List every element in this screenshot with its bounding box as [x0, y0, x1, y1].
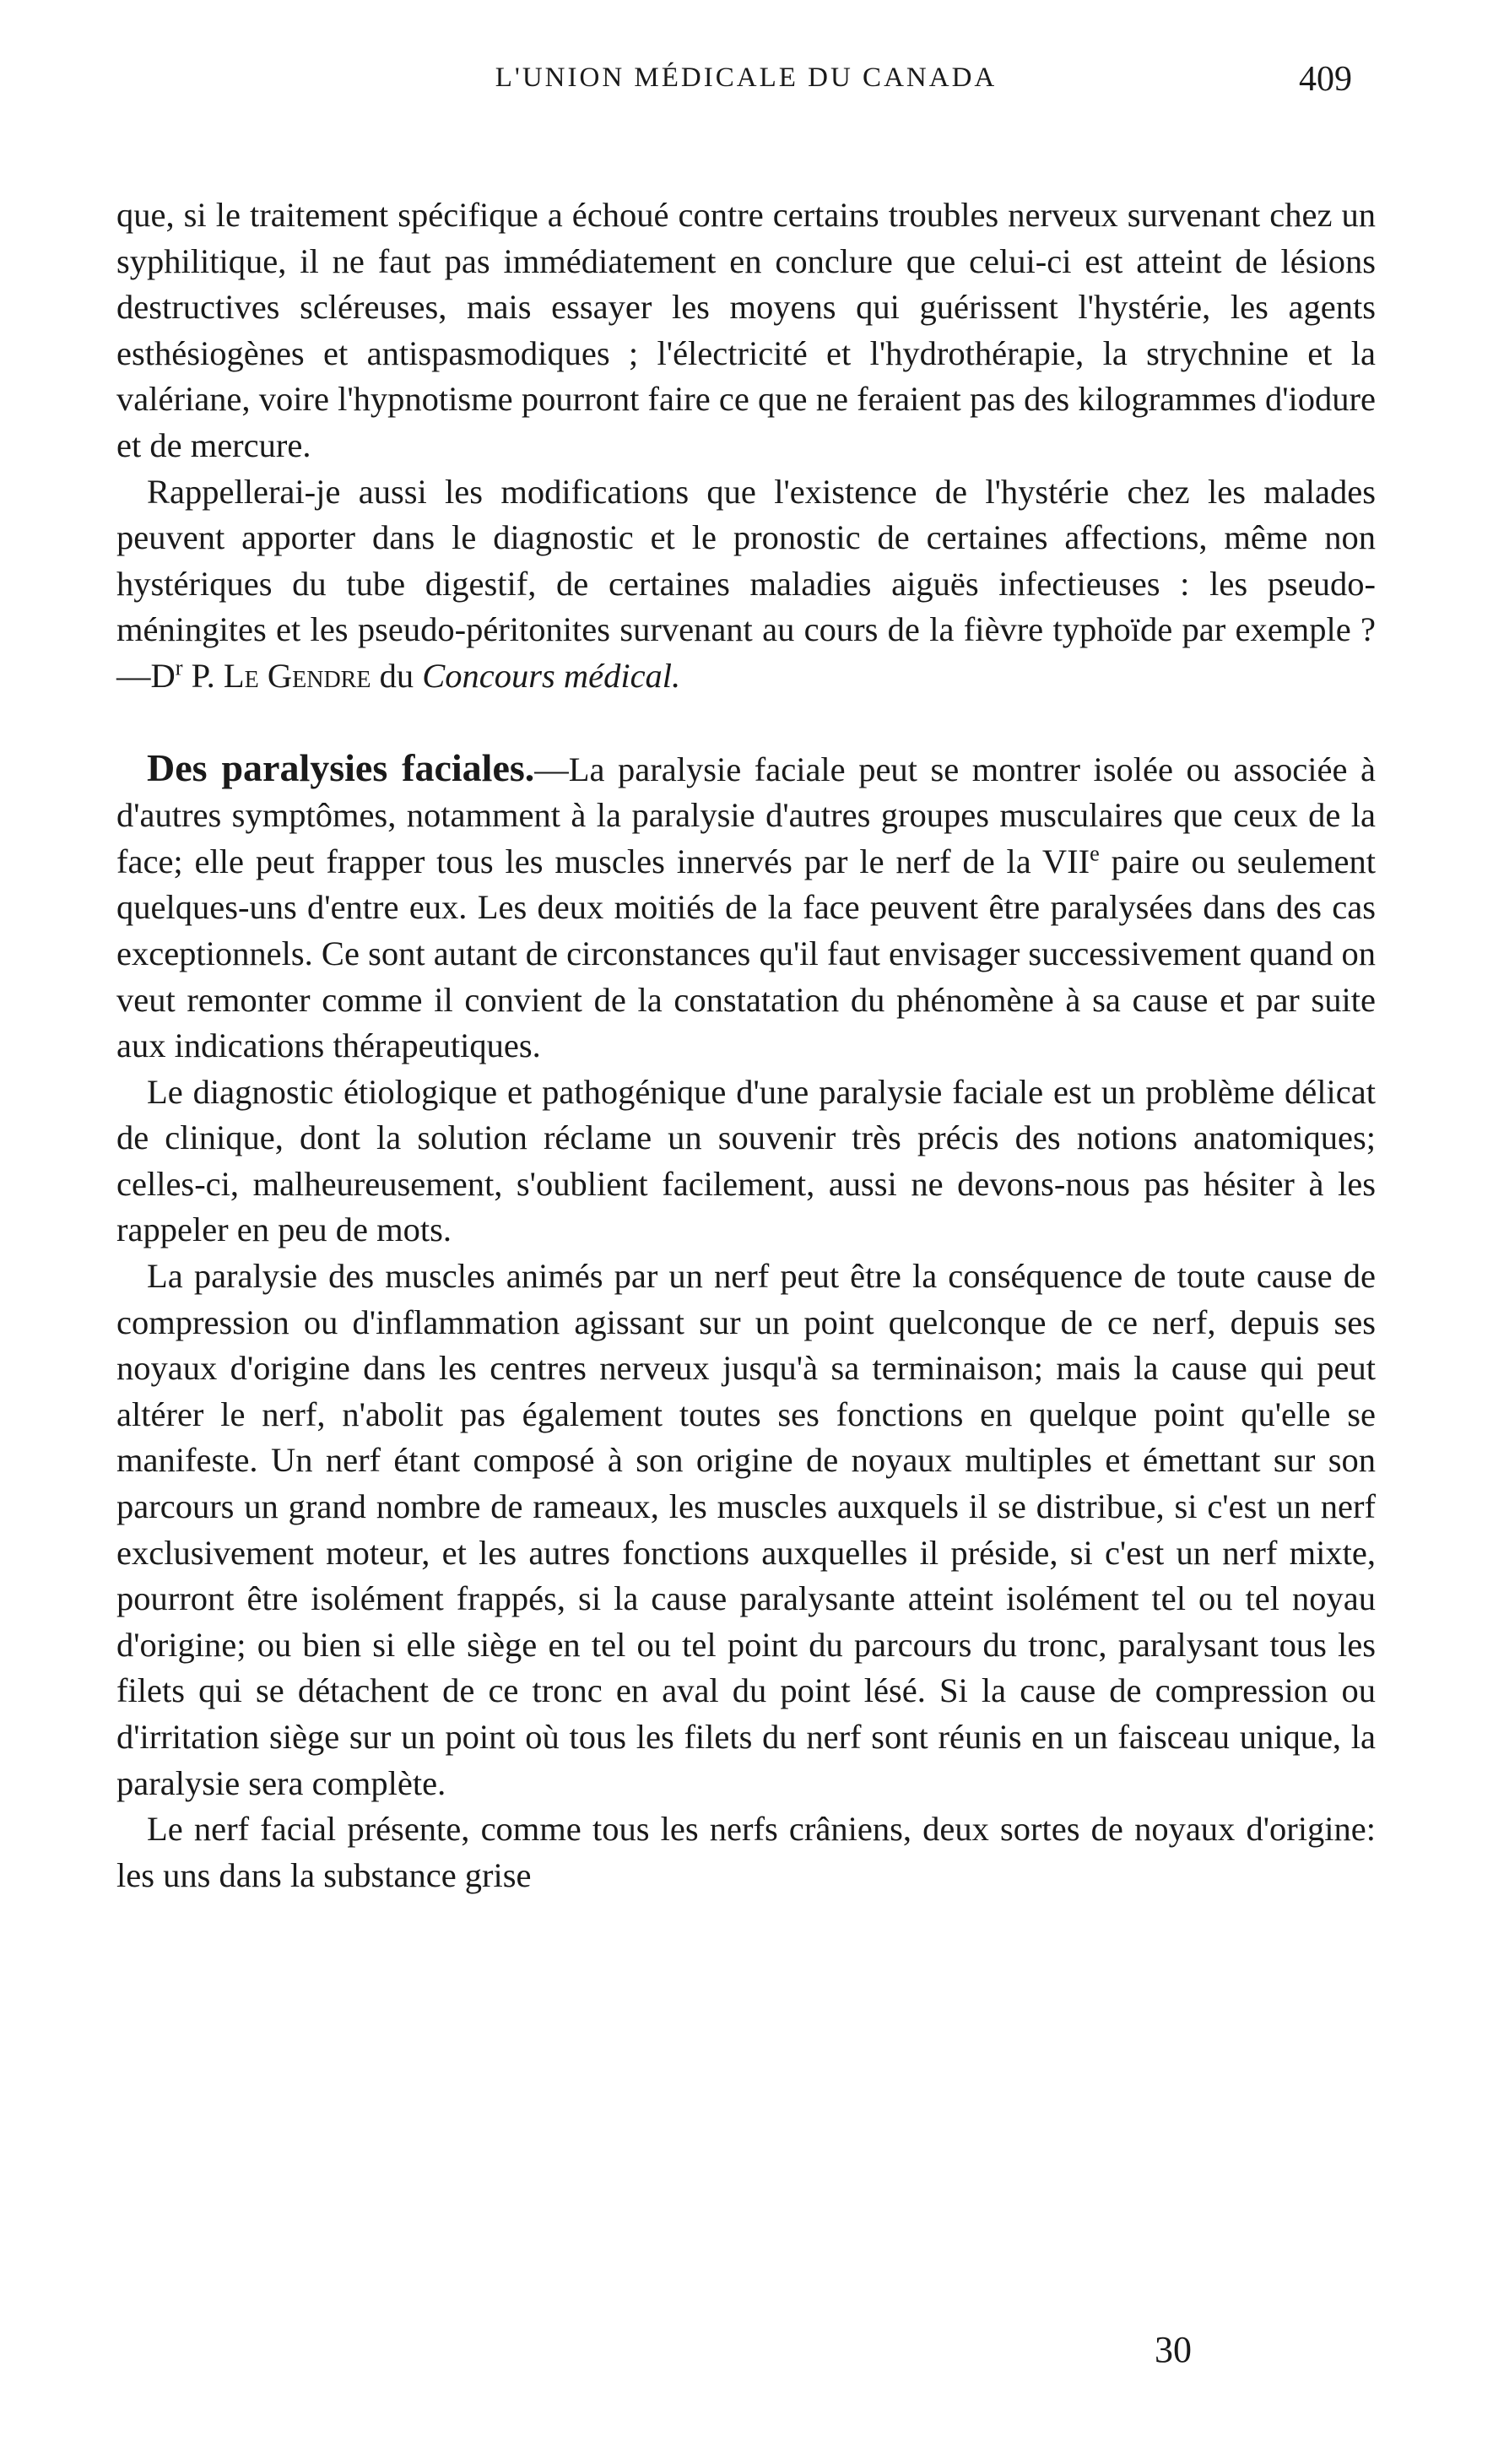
- page-number: 409: [1299, 60, 1352, 99]
- body-text: [116, 192, 1376, 1898]
- paragraph-diagnosis: Le diagnostic étiologique et pathogénique d'une paralysie faciale est un problème délicat de clinique, dont la solution réclame un souvenir très précis des notions anatomiques; celles-ci, malheureusement, s'oublient facilement, aussi ne devons-nous pas hésiter à les rappeler en peu de mots.: [116, 1072, 1376, 1249]
- running-head: [116, 59, 1376, 110]
- paragraph-facial-paralysis-rest: paire ou seulement quelques-uns d'entre eux. Les deux moitiés de la face peuvent être paralysées dans des cas exceptionnels. Ce sont autant de circonstances qu'il faut envisager successivement quand on veut remonter comme il convient de la constatation du phénomène à sa cause et par suite aux indications thérapeutiques.: [116, 842, 1377, 1065]
- doctor-abbrev-superscript: r: [175, 655, 183, 680]
- source-journal: Concours médical.: [422, 656, 681, 695]
- paragraph-facial-paralysis: [116, 745, 1376, 1070]
- running-title: L'UNION MÉDICALE DU CANADA: [495, 62, 998, 93]
- page: [116, 59, 1376, 1898]
- section-gap: [116, 700, 1376, 745]
- paragraph-hysteria-text: Rappellerai-je aussi les modifications que l'existence de l'hystérie chez les malades peuvent apporter dans le diagnostic et le pronostic de certaines affections, même non hystériques du tube digestif, de certaines maladies aiguës infectieuses : les pseudo-méningites et les pseudo-péritonites survenant au cours de la fièvre typhoïde par exemple ? —D: [116, 472, 1376, 695]
- paragraph-facial-paralysis-text: —La paralysie faciale peut se montrer isolée ou associée à d'autres symptômes, notamment à la paralysie d'autres groupes musculaires que ceux de la face; elle peut frapper tous les muscles innervés par le nerf de la VII: [116, 750, 1377, 880]
- author-name: P. Le Gendre: [191, 656, 371, 695]
- source-connector: du: [371, 656, 423, 695]
- paragraph-facial-nerve: Le nerf facial présente, comme tous les nerfs crâniens, deux sortes de noyaux d'origine: les uns dans la substance grise: [116, 1810, 1376, 1894]
- signature-mark: 30: [1155, 2329, 1192, 2370]
- paragraph-nerve-paralysis: La paralysie des muscles animés par un nerf peut être la conséquence de toute cause de compression ou d'inflammation agissant sur un point quelconque de ce nerf, depuis ses noyaux d'origine dans les centres nerveux jusqu'à sa terminaison; mais la cause qui peut altérer le nerf, n'abolit pas également toutes ses fonctions en quelque point qu'elle se manifeste. Un nerf étant composé à son origine de noyaux multiples et émettant sur son parcours un grand nombre de rameaux, les muscles auxquels il se distribue, si c'est un nerf exclusivement moteur, et les autres fonctions auxquelles il préside, si c'est un nerf mixte, pourront être isolément frappés, si la cause paralysante atteint isolément tel ou tel noyau d'origine; ou bien si elle siège en tel ou tel point du parcours du tronc, paralysant tous les filets qui se détachent de ce tronc en aval du point lésé. Si la cause de compression ou d'irritation siège sur un point où tous les filets du nerf sont réunis en un faisceau unique, la paralysie sera complète.: [116, 1257, 1376, 1802]
- paragraph-continued: que, si le traitement spécifique a échoué contre certains troubles nerveux survenant chez un syphilitique, il ne faut pas immédiatement en conclure que celui-ci est atteint de lésions destructives scléreuses, mais essayer les moyens qui guérissent l'hystérie, les agents esthésiogènes et antispasmodiques ; l'électricité et l'hydrothérapie, la strychnine et la valériane, voire l'hypnotisme pourront faire ce que ne feraient pas des kilogrammes d'iodure et de mercure.: [116, 196, 1376, 464]
- ordinal-superscript: e: [1090, 841, 1100, 866]
- paragraph-hysteria: [116, 469, 1376, 700]
- section-heading: Des paralysies faciales.: [147, 745, 535, 789]
